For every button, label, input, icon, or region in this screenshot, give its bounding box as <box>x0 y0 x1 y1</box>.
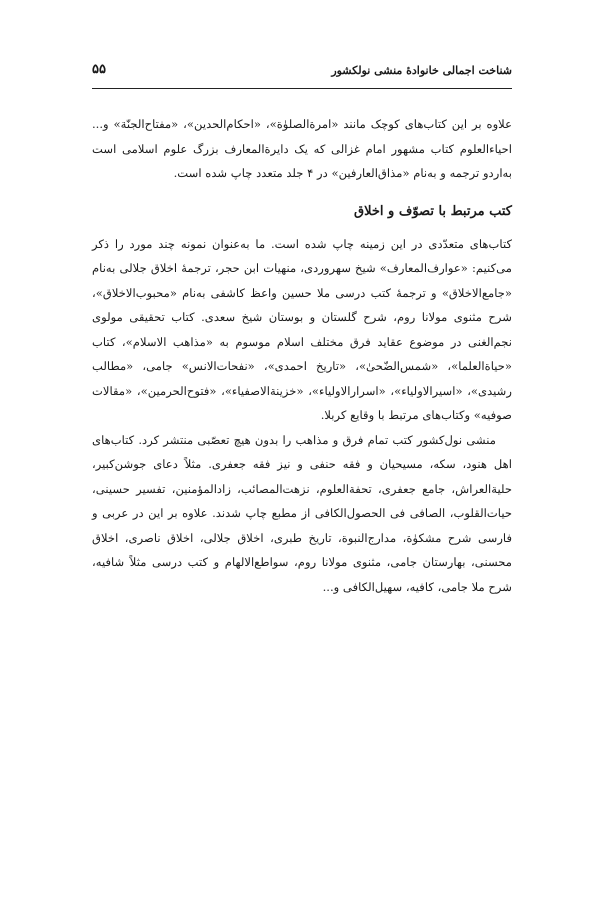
header-title: شناخت اجمالی خانوادهٔ منشی نولکشور <box>331 64 512 77</box>
page-number: ۵۵ <box>92 62 106 77</box>
header-rule <box>92 88 512 89</box>
paragraph-intro: علاوه بر این کتاب‌های کوچک مانند «امرةالصلوٰة»، «احکام‌الحدین»، «مفتاح‌الجنّة» و... احیاءالعلوم کتاب مشهور امام غزالی که یک دایرة‌المعارف بزرگ علوم اسلامی است به‌اردو ترجمه و به‌نام «مذاق‌العارفین» در ۴ جلد متعدد چاپ شده است. <box>92 117 512 180</box>
section-heading: کتب مرتبط با تصوّف و اخلاق <box>354 203 512 219</box>
paragraph-all-sects: منشی نول‌کشور کتب تمام فرق و مذاهب را بدون هیچ تعصّبی منتشر کرد. کتاب‌های اهل هنود، سکه، مسیحیان و فقه حنفی و نیز فقه جعفری. مثلاً دعای جوشن‌کبیر، حلیة‌العراش، جامع جعفری، تحفة‌العلوم، نزهت‌المصائب، زادالمؤمنین، تفسیر حسینی، حیات‌القلوب، الصافی فی الحصول‌الکافی از مطبع چاپ شدند. علاوه بر این در عربی و فارسی شرح مشکوٰة، مدارج‌النبوة، تاریخ طبری، اخلاق جلالی، اخلاق ناصری، اخلاق محسنی، بهارستان جامی، مثنوی مولانا روم، سواطع‌الالهام و کتب درسی مثلاً شافیه، شرح ملا جامی، کافیه، سهیل‌الکافی و... <box>92 432 512 594</box>
paragraph-sufism-books: کتاب‌های متعدّدی در این زمینه چاپ شده است. ما به‌عنوان نمونه چند مورد را ذکر می‌کنیم: «عوارف‌المعارف» شیخ سهروردی، منهیات ابن حجر، ترجمهٔ اخلاق جلالی به‌نام «جامع‌الاخلاق» و ترجمهٔ کتب درسی ملا حسین واعظ کاشفی به‌نام «محبوب‌الاخلاق»، شرح مثنوی مولانا روم، شرح گلستان و بوستان شیخ سعدی. کتاب تحقیقی مولوی نجم‌الغنی در موضوع عقاید فرق مختلف اسلام موسوم به «مذاهب الاسلام»، کتاب «حیاة‌العلما»، «شمس‌الضّحیٰ»، «تاریخ احمدی»، «نفحات‌الانس» جامی، «مطالب رشیدی»، «اسیرالاولیاء»، «اسرارالاولیاء»، «خزینة‌الاصفیاء»، «فتوح‌الحرمین»، «مقالات صوفیه» وکتاب‌های مرتبط با وقایع کربلا. <box>92 236 512 422</box>
running-header <box>92 62 512 84</box>
page-body <box>92 112 512 599</box>
